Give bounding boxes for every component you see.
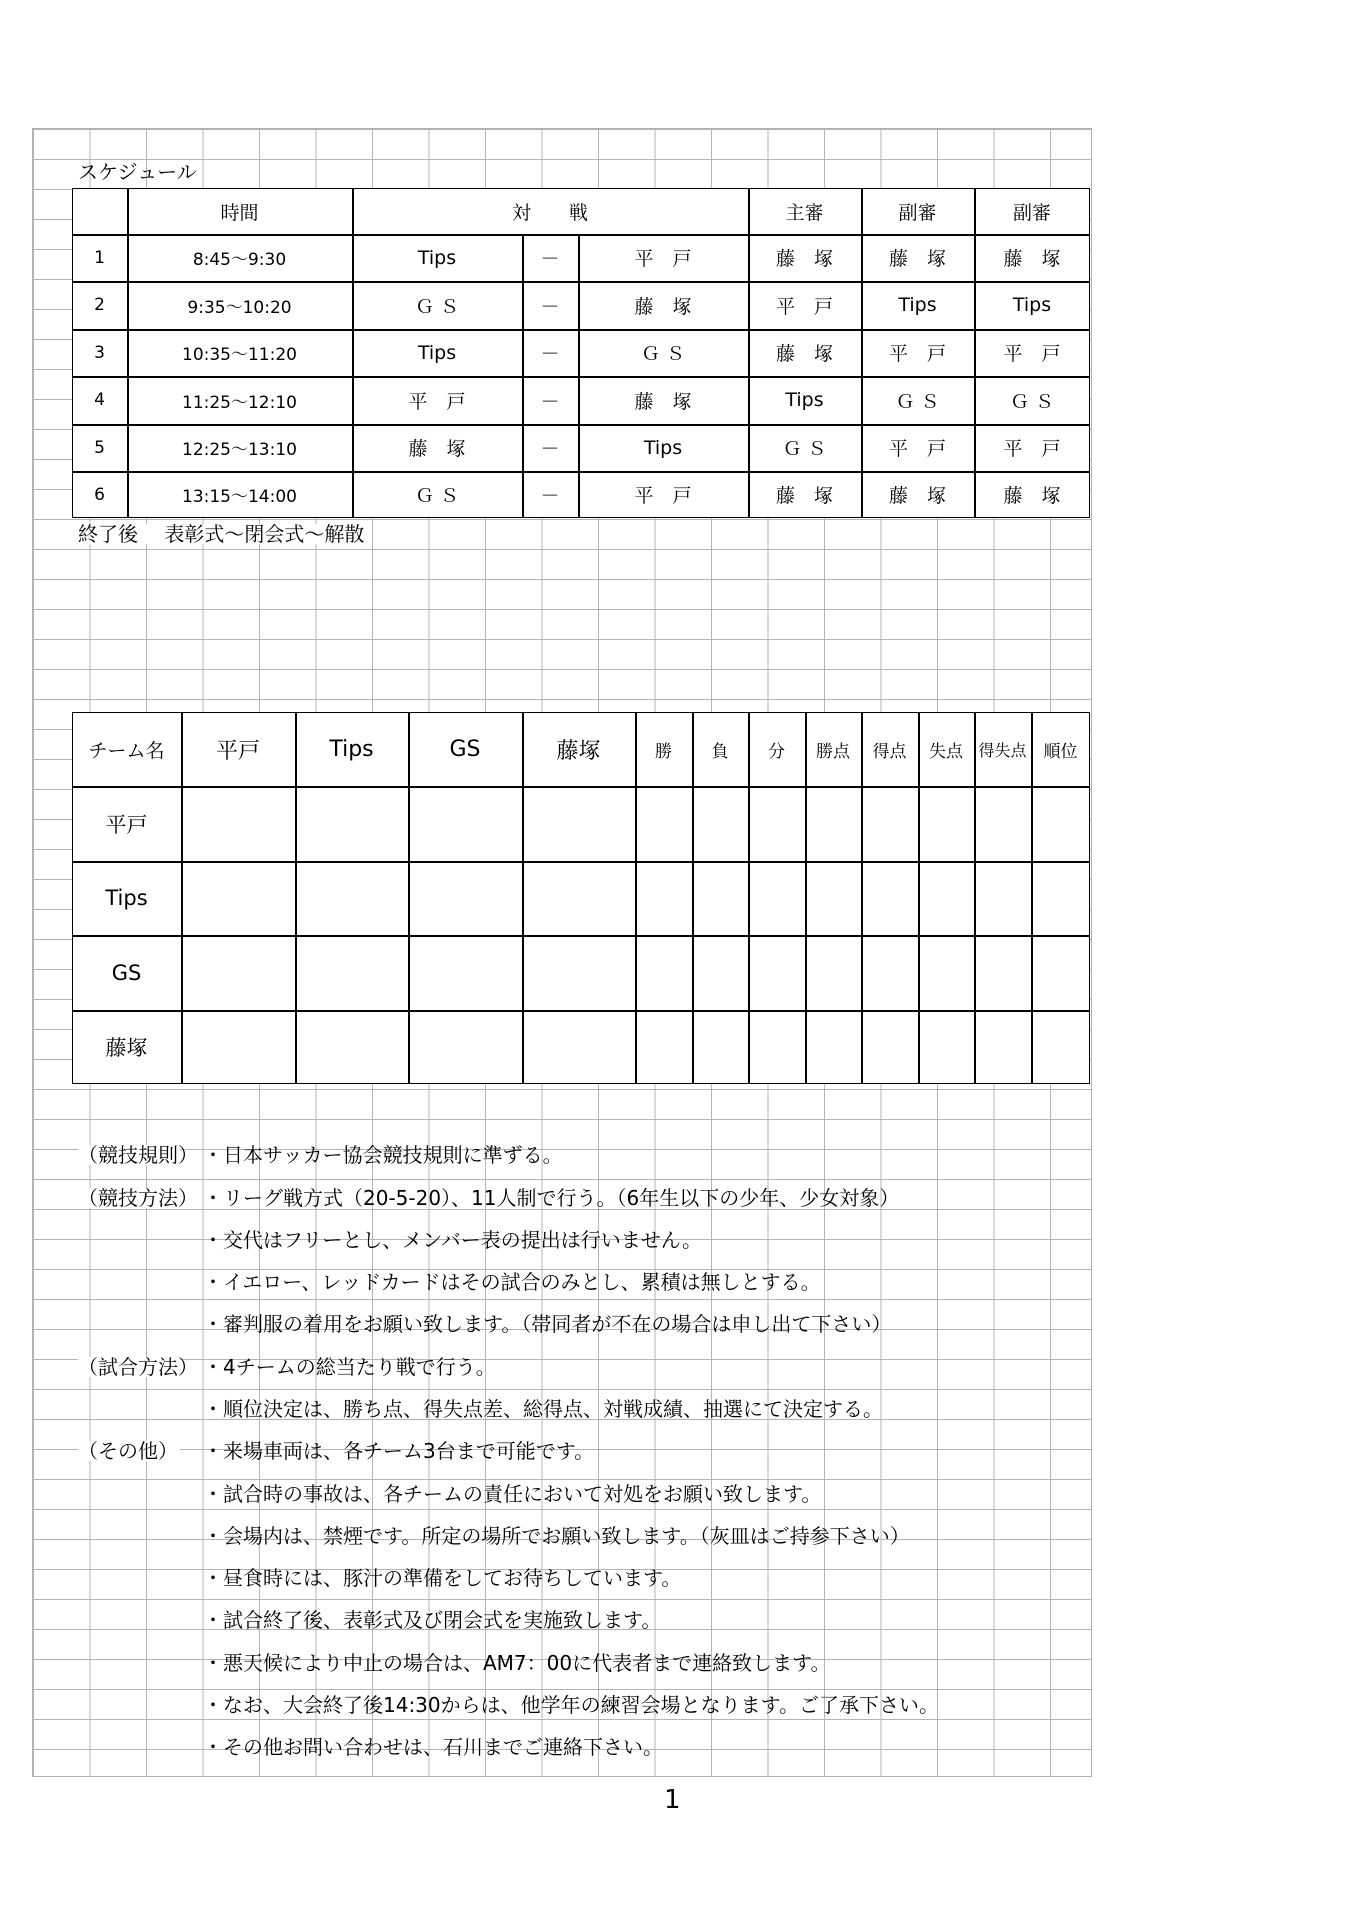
rule-category-label: （競技規則） [78,1143,198,1167]
league-header-points: 勝点 [816,741,850,762]
rule-text: ・なお、大会終了後14:30からは、他学年の練習会場となります。ご了承下さい。 [203,1693,940,1717]
rule-category-label: （試合方法） [78,1355,198,1379]
rule-text: ・順位決定は、勝ち点、得失点差、総得点、対戦成績、抽選にて決定する。 [203,1397,883,1421]
match-number: 2 [94,295,105,315]
away-team: Tips [643,436,683,459]
rule-text: ・来場車両は、各チーム3台まで可能です。 [203,1439,595,1463]
home-team: Tips [417,341,457,364]
main-referee: 藤 塚 [775,248,833,270]
rule-text: ・昼食時には、豚汁の準備をしてお待ちしています。 [203,1566,682,1590]
header-sub-referee-1: 副審 [898,201,937,224]
header-main-referee: 主審 [785,201,824,224]
league-team-label: 藤塚 [105,1036,148,1060]
match-number: 6 [94,484,105,505]
league-header-wins: 勝 [655,741,672,762]
league-row-divider [72,861,1090,863]
header-time: 時間 [220,201,259,224]
main-referee: 藤 塚 [775,485,833,507]
match-time: 9:35～10:20 [187,297,292,318]
match-time: 8:45～9:30 [192,250,287,270]
main-referee: 平 戸 [775,295,833,318]
league-header-gs: GS [449,736,481,762]
away-team: 平 戸 [634,248,692,270]
league-header-tips: Tips [329,736,374,762]
match-number: 1 [94,247,105,268]
sub-referee-2: 平 戸 [1003,438,1061,460]
sub-referee-2: Tips [1012,294,1052,316]
league-row-divider [72,935,1090,937]
rule-text: ・リーグ戦方式（20-5-20）、11人制で行う。（6年生以下の少年、少女対象） [203,1186,900,1210]
home-team: 平 戸 [408,390,466,413]
page-number: 1 [664,1785,681,1815]
versus-dash: － [540,390,560,413]
sub-referee-2: 平 戸 [1003,343,1061,365]
league-header-team-name: チーム名 [88,739,165,762]
sub-referee-2: 藤 塚 [1003,248,1061,270]
versus-dash: － [540,295,560,318]
away-team: 藤 塚 [634,295,692,318]
sub-referee-1: Tips [898,294,937,316]
league-row-divider [72,1010,1090,1012]
league-header-draws: 分 [768,741,785,762]
main-referee: Ｇ Ｓ [782,438,827,460]
home-team: 藤 塚 [408,438,466,460]
schedule-title: スケジュール [78,160,197,184]
match-time: 10:35～11:20 [182,345,297,365]
league-team-label: GS [111,960,142,985]
away-team: Ｇ Ｓ [640,343,686,365]
match-time: 12:25～13:10 [182,440,297,460]
rule-text: ・試合時の事故は、各チームの責任において対処をお願い致します。 [203,1482,822,1506]
versus-dash: － [540,248,560,270]
league-header-hirado: 平戸 [215,738,260,764]
rule-text: ・会場内は、禁煙です。所定の場所でお願い致します。（灰皿はご持参下さい） [203,1524,910,1548]
rule-text: ・交代はフリーとし、メンバー表の提出は行いません。 [203,1228,702,1252]
home-team: Ｇ Ｓ [414,485,460,507]
rule-text: ・審判服の着用をお願い致します。（帯同者が不在の場合は申し出て下さい） [203,1312,892,1336]
versus-dash: － [540,343,560,365]
rule-text: ・その他お問い合わせは、石川までご連絡下さい。 [203,1735,663,1759]
closing-ceremony-note: 終了後 表彰式～閉会式～解散 [78,524,368,544]
sub-referee-1: Ｇ Ｓ [895,390,940,413]
rule-category-label: （競技方法） [78,1186,198,1210]
sub-referee-1: 平 戸 [888,343,946,365]
rule-text: ・日本サッカー協会競技規則に準ずる。 [203,1143,563,1167]
home-team: Ｇ Ｓ [414,295,460,318]
main-referee: 藤 塚 [775,343,833,365]
sub-referee-2: 藤 塚 [1003,485,1061,507]
header-match: 対 戦 [511,201,588,224]
league-header-fujitsuka: 藤塚 [556,738,601,764]
league-team-label: 平戸 [105,812,148,837]
league-header-goals-for: 得点 [872,741,907,762]
rule-category-label: （その他） [78,1439,178,1463]
match-number: 5 [94,437,105,458]
match-number: 4 [94,390,105,410]
match-time: 11:25～12:10 [182,392,297,413]
league-team-label: Tips [105,886,148,910]
rule-text: ・4チームの総当たり戦で行う。 [203,1355,496,1379]
away-team: 平 戸 [634,485,692,507]
league-header-rank: 順位 [1043,741,1078,762]
sub-referee-1: 藤 塚 [888,485,946,507]
versus-dash: － [540,485,560,507]
match-time: 13:15～14:00 [182,487,297,507]
rule-text: ・悪天候により中止の場合は、AM7：00に代表者まで連絡致します。 [203,1651,831,1675]
header-sub-referee-2: 副審 [1012,201,1051,224]
sub-referee-2: Ｇ Ｓ [1009,390,1055,413]
sub-referee-1: 藤 塚 [888,248,946,270]
away-team: 藤 塚 [634,390,692,413]
league-header-goals-against: 失点 [929,741,963,762]
league-header-losses: 負 [711,741,729,762]
rule-text: ・試合終了後、表彰式及び閉会式を実施致します。 [203,1608,662,1632]
versus-dash: － [540,438,560,460]
match-number: 3 [94,342,105,363]
main-referee: Tips [785,389,824,411]
league-row-divider [72,786,1090,788]
home-team: Tips [417,246,457,269]
league-header-goal-difference: 得失点 [978,740,1027,760]
sub-referee-1: 平 戸 [888,438,946,460]
rule-text: ・イエロー、レッドカードはその試合のみとし、累積は無しとする。 [203,1270,821,1294]
